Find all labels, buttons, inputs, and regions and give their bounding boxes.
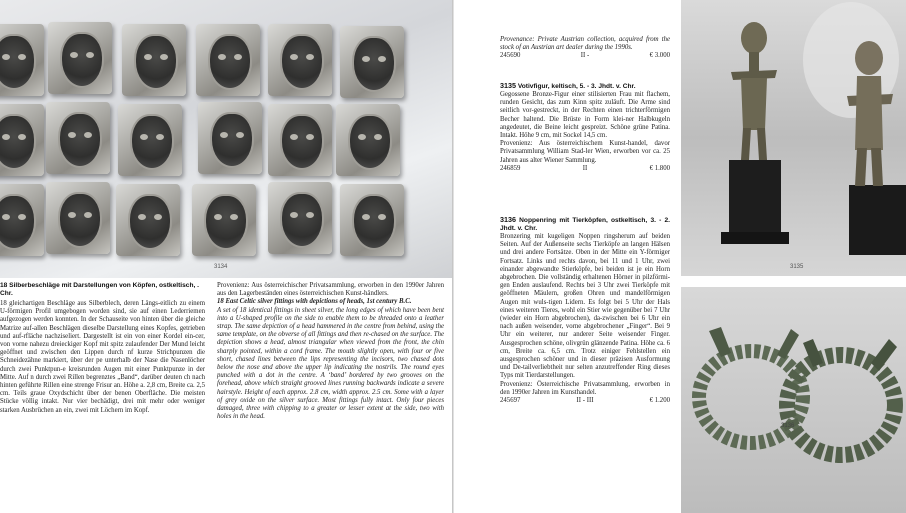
fitting-tile (46, 102, 110, 174)
provenance-german: Provenienz: Aus österreichischer Privatsammlung, erworben in den 1990er Jahren aus den Lagerbeständen eines österreichischen Kunst-händlers. (217, 282, 444, 298)
lot-3135 (500, 82, 670, 173)
english-title: 18 East Celtic silver fittings with depictions of heads, 1st century B.C. (217, 298, 412, 306)
english-description: A set of 18 identical fittings in sheet silver, the long edges of which have been bent into a U-shaped profile on the side to enable them to be threaded onto a leather strap. The same depiction of a head hammered in the centre from behind, using the same template, on the obverse of all fittings and then re-chased on the surface. The depiction shows a head, almost triangular when viewed from the front, the chin sharply pointed, within a cord frame. The mouth slightly open, with four or five short, chased lines between the lips representing the incisors, two chased dots below the nose and above the upper lip indicating the nostrils. The round eyes punched with a dot in the centre. A ‘band’ bordered by two grooves on the forehead, above which straight grooved lines running backwards indicate a severe hairstyle. Height of each approx. 2.8 cm, width approx. 2.5 cm. Some with a layer of grey oxide on the silver surface. Most fittings fully intact. Only four pieces damaged, three with chipping to a greater or lesser extent at the side, two with holes in the head. (217, 306, 444, 421)
plate-number-3135: 3135 (790, 264, 804, 270)
right-page (454, 0, 906, 513)
previous-provenance: Provenance: Private Austrian collection, acquired from the stock of an Austrian art dealer during the 1990s. (500, 36, 670, 52)
lot-3135-heading (500, 82, 670, 91)
lot-3136 (500, 216, 670, 405)
fitting-tile (340, 184, 404, 256)
lot-3136-number: 3136 (500, 215, 516, 224)
votive-figures-illustration (681, 0, 906, 276)
fitting-tile (118, 104, 182, 176)
fitting-tile (198, 102, 262, 174)
lot-3136-grade: II - III (576, 397, 594, 405)
lot-3136-price-row (500, 397, 670, 405)
lot-3135-number: 3135 (500, 81, 516, 90)
fitting-tile (268, 24, 332, 96)
lot-3136-provenance: Provenienz: Österreichische Privatsammlung, erworben in den 1990er Jahren im Kunsthandel. (500, 380, 670, 396)
lot-3134-right-column (217, 282, 444, 421)
lot-3135-price: € 1.800 (649, 164, 670, 172)
plate-number-3136: 3136 (781, 423, 795, 429)
lot-3136-heading (500, 216, 670, 233)
previous-lot-continuation (500, 36, 670, 61)
lot-3134-title: 18 Silberbeschläge mit Darstellungen von Köpfen, ostkeltisch, . Chr. (0, 282, 199, 297)
fitting-tile (192, 184, 256, 256)
left-page (0, 0, 452, 513)
lot-3136-title: Noppenring mit Tierköpfen, ostkeltisch, 3. - 2. Jhdt. v. Chr. (500, 217, 670, 232)
previous-lot-price: € 3.000 (649, 52, 670, 60)
plate-number: 3134 (214, 264, 228, 270)
fitting-tile (0, 184, 44, 256)
fitting-tile (196, 24, 260, 96)
german-description: 18 gleichartigen Beschläge aus Silberblech, deren Längs-eitlich zu einem U-förmigen Profil umgebogen worden sind, sie auf einen Lederriemen aufgezogen werden konnten. In der Schauseite von hinten über die gleiche Matrize auf-allen Beschlägen dieselbe Darstellung eines Kopfes, getrieben und auf-rfläche nachziseliert. Dargestellt ist ein von einer Kordel ein-cer, von vorne nahezu dreieckiger Kopf mit spitz zulaufender Der Mund leicht geöffnet und zwischen den Lippen durch nf kurze Strichpunzen die Schneidezähne markiert, über der pe unterhalb der Nase die Nasenlöcher durch zwei Punktpun-e kreisrunden Augen mit einer Punktpunze in der Mitte. Auf n durch zwei Rillen begrenztes „Band“, darüber deuten ch nach hinten geführte Rillen eine strenge Frisur an. Höhe a. 2,8 cm, Breite ca. 2,5 cm. Teils graue Oxydschicht über der benen Oberfläche. Die meisten Stücke völlig intakt. Nur vier bechädigt, drei mit mehr oder weniger starken Ausbrüchen an ein, zwei mit Löchern im Kopf. (0, 300, 205, 414)
fitting-tile (116, 184, 180, 256)
previous-lot-code: 245690 (500, 52, 521, 60)
lot-3135-code: 246859 (500, 164, 521, 172)
fitting-tile (340, 26, 404, 98)
lot-3136-code: 245697 (500, 397, 521, 405)
lot-3135-provenance: Provenienz: Aus österreichischem Kunst-handel, davor Privatsammlung William Stad-ler Wien, erworben vor ca. 25 Jahren aus alter Wiener Sammlung. (500, 140, 670, 164)
fitting-tile (336, 104, 400, 176)
ring-illustration (681, 287, 906, 513)
lot-3135-grade: II (582, 164, 588, 172)
lot-3136-description: Bronzering mit kugeligen Noppen ringsherum auf beiden Seiten. Auf der Außenseite sechs Tierköpfe an langen Hälsen und drei andere Fortsätze. Oben in der Mitte ein Y-förmiger Fortsatz. Links und rechts davon, bei 11 und 1 Uhr, zwei einander abgewandte Stierköpfe, bei beiden ist je ein Horn abgebrochen. Die vollständig erhaltenen Hörner in pilzförmi-gen Enden auslaufend. Rechts bei 3 Uhr zwei Tierköpfe mit geöffneten Mäulern, großen Ohren und mandelförmigen Augen mit wuls-tigen Lidern. Es folgt bei 5 Uhr der Hals eines weiteren Tieres, wohl ein Stier wie gegenüber bei 7 Uhr (wieder ein Horn abgebrochen), da-zwischen bei 6 Uhr ein nach außen weisender, vorne abgebrochener „Finger“. Bei 9 Uhr ein weiterer, nur anderer Seite weisender Finger. Ausgesprochen schöne, olivgrün glänzende Patina. Höhe ca. 6 cm, Breite ca. 6,5 cm. Trotz einiger Fehlstellen ein ausgesprochen schöner und in dieser präzisen Ausformung und De-tailverliebtheit nur selten anzutreffender Ring dieses Typs mit Tierdarstellungen. (500, 233, 670, 380)
photo-plate-silver-fittings (0, 0, 452, 278)
photo-animal-head-ring (681, 287, 906, 513)
lot-3135-price-row (500, 165, 670, 173)
photo-votive-figures (681, 0, 906, 276)
previous-lot-grade: II - (580, 52, 590, 60)
lot-3134-german-text (0, 300, 205, 415)
fitting-tile (0, 24, 44, 96)
fitting-tile (268, 104, 332, 176)
fitting-tile (122, 24, 186, 96)
previous-lot-price-row (500, 52, 670, 60)
lot-3135-description: Gegossene Bronze-Figur einer stilisierten Frau mit flachem, runden Gesicht, das zum Kinn spitz zuläuft. Die Arme sind seitlich vor-gestreckt, in der Rechten einen trichterförmigen Becher haltend. Die Brüste in Form klei-ner Halbkugeln angedeutet, die Beine leicht gespreizt. Schöne grüne Patina. Intakt. Höhe 9 cm, mit Sockel 14,5 cm. (500, 91, 670, 140)
lot-3136-price: € 1.200 (649, 397, 670, 405)
fitting-tile (268, 182, 332, 254)
lot-3135-title: Votivfigur, keltisch, 5. - 3. Jhdt. v. Chr. (517, 83, 636, 90)
fitting-tile (0, 104, 44, 176)
fitting-tile (48, 22, 112, 94)
fitting-tile (46, 182, 110, 254)
